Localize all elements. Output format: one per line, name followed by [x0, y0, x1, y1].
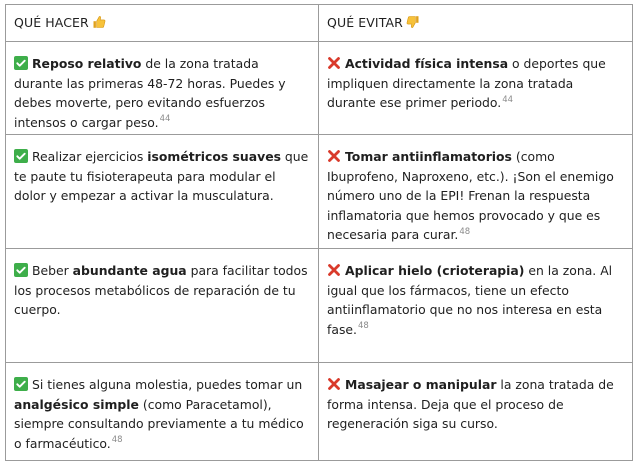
avoid-text: en la zona. Al igual que los fármacos, tiene un efecto antiinflamatorio que no nos interesa en esta fase.	[327, 263, 613, 337]
do-bold-text: Reposo relativo	[32, 56, 142, 71]
cross-icon	[327, 377, 341, 391]
header-do	[6, 5, 319, 42]
do-pre-text: Si tienes alguna molestia, puedes tomar un	[32, 377, 303, 392]
do-pre-text: Realizar ejercicios	[32, 149, 148, 164]
cross-icon	[327, 149, 341, 163]
do-text: (como Paracetamol), siempre consultando previamente a tu médico o farmacéutico.	[14, 396, 304, 451]
header-avoid	[319, 5, 633, 42]
do-text: de la zona tratada durante las primeras 48-72 horas. Puedes y debes moverte, pero evitando esfuerzos intensos o cargar peso.	[14, 56, 286, 130]
reference-number: 44	[502, 94, 514, 105]
avoid-cell	[319, 42, 633, 135]
check-icon	[14, 56, 28, 70]
do-pre-text: Beber	[32, 263, 73, 278]
avoid-cell	[319, 249, 633, 363]
avoid-text: (como Ibuprofeno, Naproxeno, etc.). ¡Son el enemigo número uno de la EPI! Frenan la respuesta inflamatoria que hemos provocado y que es necesaria para curar.	[327, 149, 614, 242]
do-cell	[6, 363, 319, 461]
check-icon	[14, 263, 28, 277]
avoid-bold-text: Actividad física intensa	[345, 56, 509, 71]
reference-number: 48	[459, 226, 471, 237]
avoid-text: la zona tratada de forma intensa. Deja que el proceso de regeneración siga su curso.	[327, 377, 614, 431]
do-bold-text: abundante agua	[72, 263, 187, 278]
check-icon	[14, 149, 28, 163]
avoid-bold-text: Tomar antiinflamatorios	[345, 149, 512, 164]
do-text: que te paute tu fisioterapeuta para modular el dolor y empezar a activar la musculatura.	[14, 149, 309, 203]
header-avoid-label: QUÉ EVITAR	[327, 15, 403, 30]
reference-number: 48	[111, 435, 123, 446]
reference-number: 44	[159, 114, 171, 125]
avoid-cell	[319, 135, 633, 249]
avoid-text: o deportes que impliquen directamente la zona tratada durante ese primer periodo.	[327, 56, 606, 110]
avoid-bold-text: Masajear o manipular	[345, 377, 497, 392]
cross-icon	[327, 56, 341, 70]
table-row	[6, 42, 633, 135]
table-row	[6, 363, 633, 461]
do-cell	[6, 135, 319, 249]
recommendations-table	[5, 4, 633, 461]
do-bold-text: isométricos suaves	[147, 149, 281, 164]
avoid-bold-text: Aplicar hielo (crioterapia)	[345, 263, 525, 278]
table-row	[6, 249, 633, 363]
thumbs-down-icon	[406, 15, 420, 29]
do-text: para facilitar todos los procesos metabólicos de reparación de tu cuerpo.	[14, 263, 308, 317]
thumbs-up-icon	[92, 15, 106, 29]
check-icon	[14, 377, 28, 391]
avoid-cell	[319, 363, 633, 461]
cross-icon	[327, 263, 341, 277]
header-row	[6, 5, 633, 42]
recommendations-table-container	[5, 4, 632, 451]
do-bold-text: analgésico simple	[14, 396, 139, 412]
reference-number: 48	[357, 321, 369, 332]
do-cell	[6, 249, 319, 363]
table-row	[6, 135, 633, 249]
do-cell	[6, 42, 319, 135]
header-do-label: QUÉ HACER	[14, 15, 89, 30]
